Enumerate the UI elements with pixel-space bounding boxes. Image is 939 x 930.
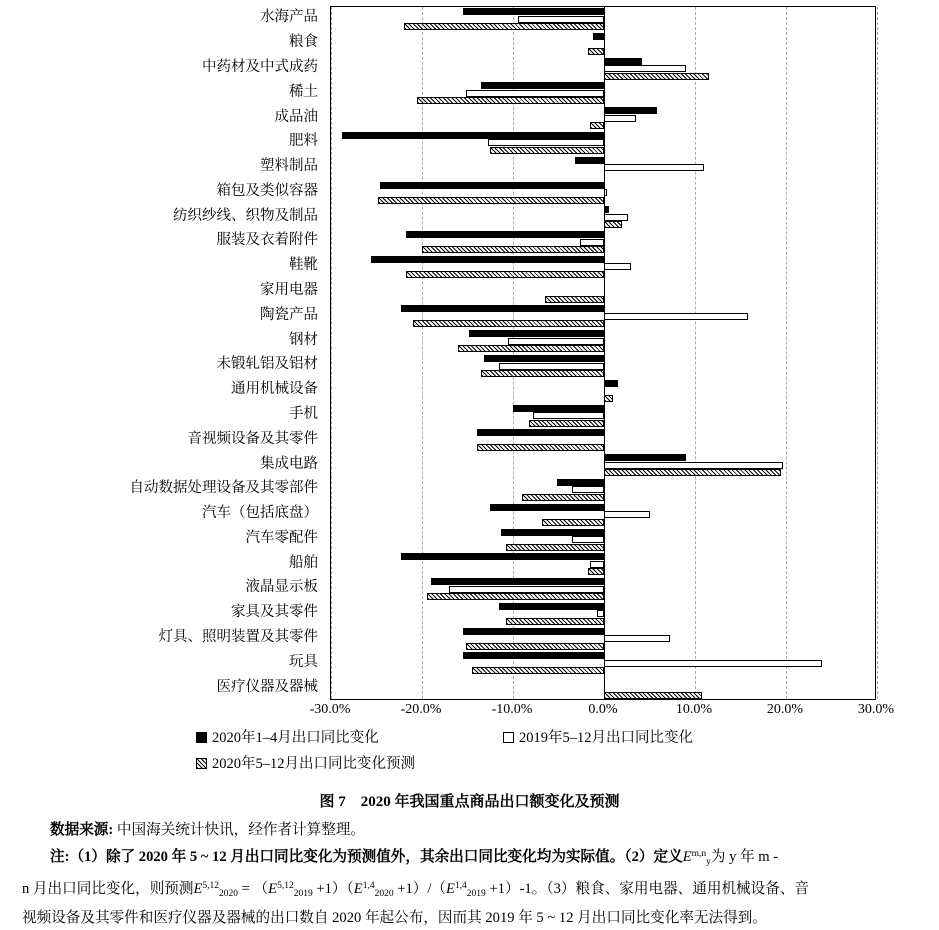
bar-row (331, 81, 875, 106)
bar-s2020 (401, 553, 604, 560)
note-2-f1-sup: 5,12 (202, 881, 220, 891)
bar-pred (588, 568, 604, 575)
bar-pred (604, 221, 622, 228)
note-2-f3-sup: 1,4 (362, 881, 375, 891)
note-2-text-b: = （ (238, 881, 269, 897)
note-2-f4-sub: 2019 (466, 889, 486, 899)
bar-s2020 (477, 429, 604, 436)
category-label: 未锻轧铝及铝材 (216, 356, 318, 373)
bar-s2019 (572, 486, 604, 493)
bar-row (331, 404, 875, 429)
note-2-f2: E (268, 881, 278, 897)
bar-s2020 (499, 603, 604, 610)
bar-s2019 (518, 16, 604, 23)
bar-pred (417, 97, 604, 104)
note-2-text-d: +1）/（ (393, 881, 446, 897)
note-2-f2-sup: 5,12 (277, 881, 294, 891)
bar-row (331, 181, 875, 206)
note-2-f3: E (353, 881, 363, 897)
bar-s2019 (508, 338, 604, 345)
category-label: 音视频设备及其零件 (187, 430, 318, 447)
category-label: 肥料 (289, 133, 318, 150)
bar-row (331, 627, 875, 652)
category-label: 家具及其零件 (231, 604, 318, 621)
bar-s2019 (604, 189, 607, 196)
bar-s2020 (371, 256, 604, 263)
note-2-f1: E (193, 881, 203, 897)
category-label: 汽车（包括底盘） (202, 505, 318, 522)
category-label: 汽车零配件 (245, 529, 318, 546)
bar-pred (542, 519, 604, 526)
bar-row (331, 7, 875, 32)
bar-pred (604, 395, 613, 402)
bar-pred (529, 420, 604, 427)
bar-s2019 (449, 586, 604, 593)
bar-s2020 (484, 355, 604, 362)
bar-pred (481, 370, 604, 377)
bar-s2020 (342, 132, 604, 139)
bar-s2019 (604, 263, 631, 270)
bar-row (331, 528, 875, 553)
bar-pred (604, 73, 709, 80)
note-1-text-b: 为 y 年 m - (710, 849, 779, 865)
note-2-f4: E (446, 881, 455, 897)
bar-row (331, 304, 875, 329)
bar-row (331, 676, 875, 701)
x-tick-label: 10.0% (675, 702, 713, 717)
bar-s2020 (593, 33, 604, 40)
note-line-1 (22, 842, 922, 874)
category-label: 服装及衣着附件 (216, 232, 318, 249)
bar-pred (413, 320, 604, 327)
bar-row (331, 230, 875, 255)
bar-pred (458, 345, 604, 352)
bar-row (331, 478, 875, 503)
legend-item-2 (503, 726, 693, 747)
bar-s2020 (557, 479, 604, 486)
category-label: 水海产品 (260, 9, 318, 26)
category-label: 手机 (289, 405, 318, 422)
x-tick-label: 30.0% (857, 702, 895, 717)
bar-row (331, 329, 875, 354)
bar-s2020 (469, 330, 604, 337)
category-axis-labels (0, 6, 326, 700)
note-1-sup: m,n (691, 849, 707, 859)
bar-s2020 (513, 405, 604, 412)
bar-pred (404, 23, 604, 30)
category-label: 中药材及中式成药 (202, 58, 318, 75)
bar-s2020 (501, 529, 604, 536)
bar-s2020 (481, 82, 604, 89)
bar-pred (472, 667, 604, 674)
x-tick-label: -30.0% (309, 702, 351, 717)
bar-pred (378, 197, 604, 204)
bar-pred (427, 593, 604, 600)
bar-s2020 (604, 454, 686, 461)
category-label: 医疗仪器及器械 (216, 678, 318, 695)
category-label: 通用机械设备 (231, 381, 318, 398)
note-2-f2-sub: 2019 (293, 889, 313, 899)
bar-s2019 (604, 313, 748, 320)
legend-label-2: 2019年5–12月出口同比变化 (519, 730, 693, 746)
x-tick-label: 20.0% (766, 702, 804, 717)
legend-item-1 (196, 726, 379, 747)
bar-pred (604, 692, 702, 699)
bar-s2020 (380, 182, 604, 189)
figure-caption: 图 7 2020 年我国重点商品出口额变化及预测 (319, 794, 620, 810)
bar-pred (422, 246, 604, 253)
x-axis-ticks (309, 702, 895, 724)
x-tick-label: -20.0% (400, 702, 442, 717)
bar-s2020 (490, 504, 604, 511)
bar-row (331, 354, 875, 379)
note-2-text-c: +1）（ (312, 881, 354, 897)
bar-s2019 (604, 511, 650, 518)
category-label: 塑料制品 (260, 158, 318, 175)
bar-row (331, 131, 875, 156)
bar-row (331, 577, 875, 602)
bar-s2020 (463, 652, 604, 659)
category-label: 成品油 (274, 108, 318, 125)
bar-s2019 (590, 561, 604, 568)
bar-s2019 (604, 65, 686, 72)
bar-s2020 (604, 58, 642, 65)
bar-row (331, 651, 875, 676)
bar-row (331, 503, 875, 528)
x-tick-label: -10.0% (491, 702, 533, 717)
bar-s2020 (401, 305, 604, 312)
bar-pred (490, 147, 604, 154)
bar-row (331, 552, 875, 577)
bar-row (331, 255, 875, 280)
note-2-f4-sup: 1,4 (454, 881, 467, 891)
bar-s2019 (597, 610, 604, 617)
category-label: 鞋靴 (289, 257, 318, 274)
bar-s2019 (488, 139, 604, 146)
bar-pred (466, 643, 604, 650)
category-label: 陶瓷产品 (260, 306, 318, 323)
category-label: 玩具 (289, 653, 318, 670)
bar-pred (506, 618, 604, 625)
bar-s2019 (604, 635, 670, 642)
note-1-symbol: E (682, 849, 692, 865)
category-label: 稀土 (289, 83, 318, 100)
note-1-sub: y (706, 857, 711, 867)
bar-pred (522, 494, 604, 501)
legend-label-1: 2020年1–4月出口同比变化 (212, 730, 379, 746)
bar-row (331, 453, 875, 478)
x-tick-label: 0.0% (588, 702, 618, 717)
bar-s2020 (406, 231, 604, 238)
legend-swatch-solid (196, 732, 207, 743)
bar-row (331, 602, 875, 627)
plot-region (330, 6, 876, 700)
bar-pred (477, 444, 604, 451)
bar-pred (406, 271, 604, 278)
bar-s2020 (604, 380, 618, 387)
bar-row (331, 379, 875, 404)
category-label: 家用电器 (260, 282, 318, 299)
note-2-text-a: n 月出口同比变化，则预测 (22, 881, 194, 897)
bar-s2019 (572, 536, 604, 543)
bar-s2020 (463, 8, 604, 15)
bar-s2020 (431, 578, 604, 585)
bar-row (331, 57, 875, 82)
bar-s2019 (604, 115, 636, 122)
bar-rows (331, 7, 875, 699)
note-2-text-e: +1）-1。（3）粮食、家用电器、通用机械设备、音 (485, 881, 810, 897)
bar-pred (590, 122, 604, 129)
note-source (22, 818, 922, 842)
bar-pred (588, 48, 604, 55)
category-label: 自动数据处理设备及其零部件 (129, 480, 318, 497)
legend-swatch-hatched (196, 758, 207, 769)
bar-pred (604, 469, 781, 476)
bar-row (331, 106, 875, 131)
category-label: 液晶显示板 (245, 579, 318, 596)
bar-pred (545, 296, 604, 303)
category-label: 集成电路 (260, 455, 318, 472)
bar-pred (506, 544, 604, 551)
bar-s2019 (580, 239, 604, 246)
legend-label-3: 2020年5–12月出口同比变化预测 (212, 756, 415, 772)
bar-s2020 (604, 107, 657, 114)
bar-s2020 (604, 206, 609, 213)
figure-notes (22, 818, 922, 930)
category-label: 灯具、照明装置及其零件 (158, 629, 318, 646)
bar-row (331, 205, 875, 230)
category-label: 粮食 (289, 34, 318, 51)
category-label: 钢材 (289, 331, 318, 348)
bar-s2019 (466, 90, 604, 97)
legend-item-3 (196, 752, 415, 773)
bar-row (331, 32, 875, 57)
bar-row (331, 428, 875, 453)
note-1-text-a: 注:（1）除了 2020 年 5 ~ 12 月出口同比变化为预测值外，其余出口同比变化均为实际值。（2）定义 (50, 849, 683, 865)
legend (0, 726, 939, 776)
bar-s2019 (604, 214, 628, 221)
bar-row (331, 280, 875, 305)
bar-s2019 (604, 462, 783, 469)
legend-swatch-white (503, 732, 514, 743)
category-label: 箱包及类似容器 (216, 182, 318, 199)
bar-s2019 (604, 164, 704, 171)
gridline (877, 7, 878, 699)
category-label: 纺织纱线、织物及制品 (173, 207, 318, 224)
bar-s2019 (604, 660, 822, 667)
bar-s2020 (463, 628, 604, 635)
note-line-2 (22, 874, 922, 906)
bar-s2019 (499, 363, 604, 370)
note-2-f1-sub: 2020 (219, 889, 239, 899)
note-source-label: 数据来源: (50, 822, 114, 838)
bar-s2019 (533, 412, 604, 419)
bar-row (331, 156, 875, 181)
bar-s2020 (575, 157, 604, 164)
note-2-f3-sub: 2020 (374, 889, 394, 899)
note-source-text: 中国海关统计快讯，经作者计算整理。 (116, 822, 366, 838)
note-line-3: 视频设备及其零件和医疗仪器及器械的出口数自 2020 年起公布，因而其 2019 年 5 ~ 12 月出口同比变化率无法得到。 (22, 910, 767, 926)
category-label: 船舶 (289, 554, 318, 571)
